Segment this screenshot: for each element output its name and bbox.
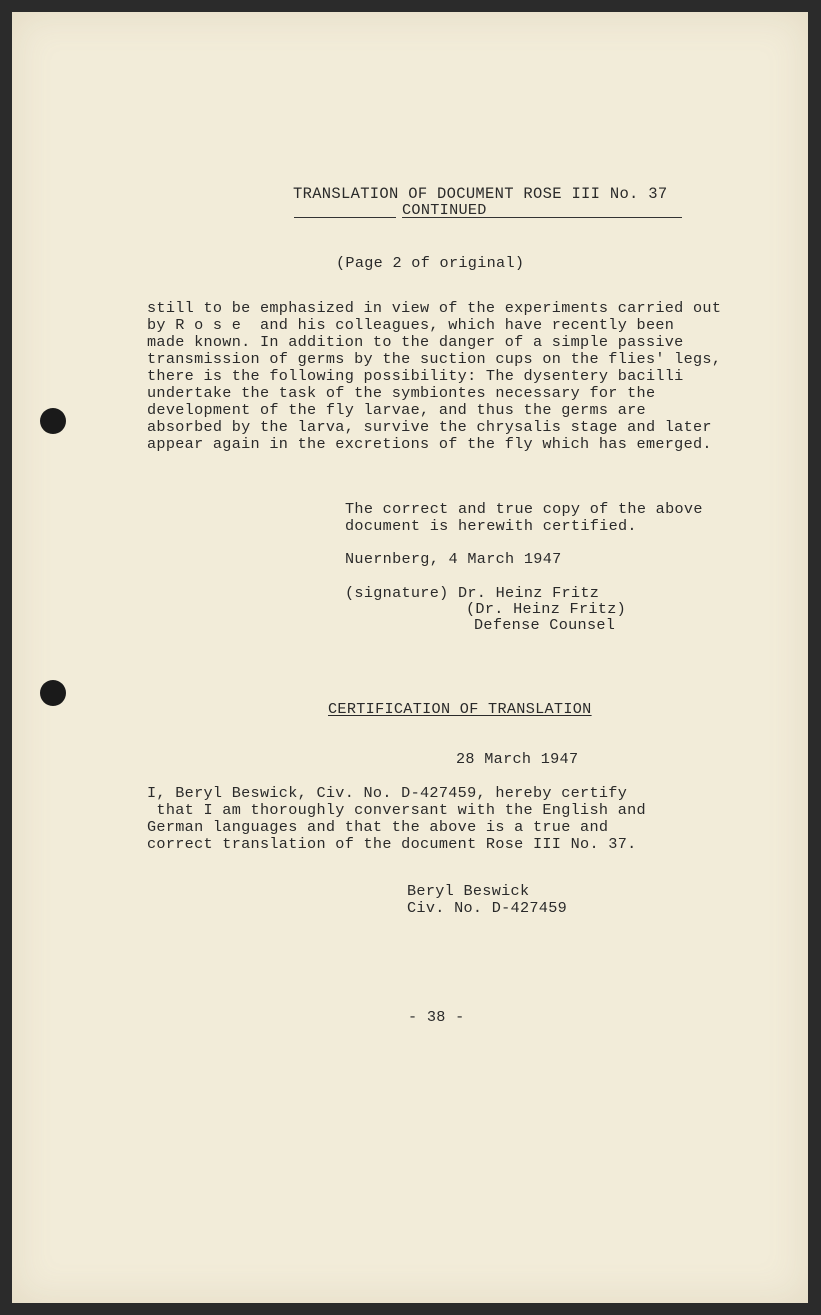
body-line: development of the fly larvae, and thus the germs are: [147, 401, 646, 419]
place-date: Nuernberg, 4 March 1947: [345, 550, 562, 568]
cert-line: I, Beryl Beswick, Civ. No. D-427459, hereby certify: [147, 784, 628, 802]
body-line: appear again in the excretions of the fly which has emerged.: [147, 435, 712, 453]
certification-heading: CERTIFICATION OF TRANSLATION: [328, 700, 592, 718]
body-line: transmission of germs by the suction cups on the flies' legs,: [147, 350, 722, 368]
copy-certification: [345, 501, 703, 535]
body-paragraph: [147, 300, 721, 453]
punch-hole-bottom: [40, 680, 66, 706]
certification-date: 28 March 1947: [456, 750, 579, 768]
signatory-role: Defense Counsel: [474, 616, 616, 634]
certification-text: [147, 785, 646, 853]
signature-line: (signature) Dr. Heinz Fritz: [345, 584, 600, 602]
document-subtitle: CONTINUED: [402, 201, 487, 219]
copy-cert-line: The correct and true copy of the above: [345, 500, 703, 518]
copy-cert-line: document is herewith certified.: [345, 517, 637, 535]
cert-line: correct translation of the document Rose III No. 37.: [147, 835, 637, 853]
page-note: (Page 2 of original): [336, 254, 525, 272]
title-rule-left: [294, 217, 396, 218]
page-number: - 38 -: [408, 1008, 465, 1026]
document-title: TRANSLATION OF DOCUMENT ROSE III No. 37: [293, 185, 668, 203]
document-page: [12, 12, 808, 1303]
translator-name: Beryl Beswick: [407, 882, 530, 900]
body-line: by R o s e and his colleagues, which have recently been: [147, 316, 675, 334]
punch-hole-top: [40, 408, 66, 434]
translator-id: Civ. No. D-427459: [407, 899, 568, 917]
cert-line: German languages and that the above is a true and: [147, 818, 609, 836]
body-line: made known. In addition to the danger of a simple passive: [147, 333, 684, 351]
body-line: still to be emphasized in view of the experiments carried out: [147, 299, 722, 317]
body-line: undertake the task of the symbiontes necessary for the: [147, 384, 656, 402]
signatory-name: (Dr. Heinz Fritz): [466, 600, 627, 618]
body-line: absorbed by the larva, survive the chrysalis stage and later: [147, 418, 712, 436]
cert-line: that I am thoroughly conversant with the English and: [147, 801, 646, 819]
body-line: there is the following possibility: The dysentery bacilli: [147, 367, 684, 385]
title-rule-right: [402, 217, 682, 218]
